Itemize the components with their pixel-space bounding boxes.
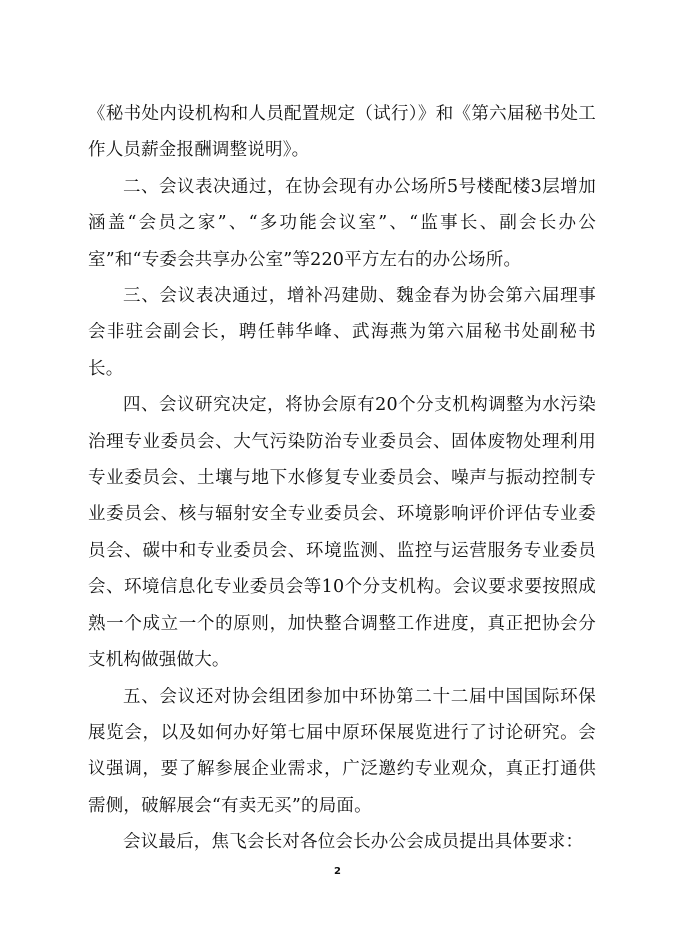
paragraph-item-5: 五、会议还对协会组团参加中环协第二十二届中国国际环保展览会，以及如何办好第七届中原环保展览进行了讨论研究。会议强调，要了解参展企业需求，广泛邀约专业观众，真正打通供需侧，破解展会“有卖无买”的局面。 [88,686,596,816]
page-number: 2 [334,866,341,877]
paragraph-continuation: 《秘书处内设机构和人员配置规定（试行）》和《第六届秘书处工作人员薪金报酬调整说明》。 [88,104,596,161]
paragraph-item-2: 二、会议表决通过，在协会现有办公场所5号楼配楼3层增加涵盖“会员之家”、“多功能会议室”、“监事长、副会长办公室”和“专委会共享办公室”等220平方左右的办公场所。 [88,176,596,270]
paragraph-item-3: 三、会议表决通过，增补冯建勋、魏金春为协会第六届理事会非驻会副会长，聘任韩华峰、武海燕为第六届秘书处副秘书长。 [88,286,596,379]
paragraph-closing: 会议最后，焦飞会长对各位会长办公会成员提出具体要求： [123,832,584,853]
document-body [88,96,596,861]
paragraph-item-4: 四、会议研究决定，将协会原有20个分支机构调整为水污染治理专业委员会、大气污染防治专业委员会、固体废物处理利用专业委员会、土壤与地下水修复专业委员会、噪声与振动控制专业委员会、核与辐射安全专业委员会、环境影响评价评估专业委员会、碳中和专业委员会、环境监测、监控与运营服务专业委员会、环境信息化专业委员会等10个分支机构。会议要求要按照成熟一个成立一个的原则，加快整合调整工作进度，真正把协会分支机构做强做大。 [88,395,596,671]
